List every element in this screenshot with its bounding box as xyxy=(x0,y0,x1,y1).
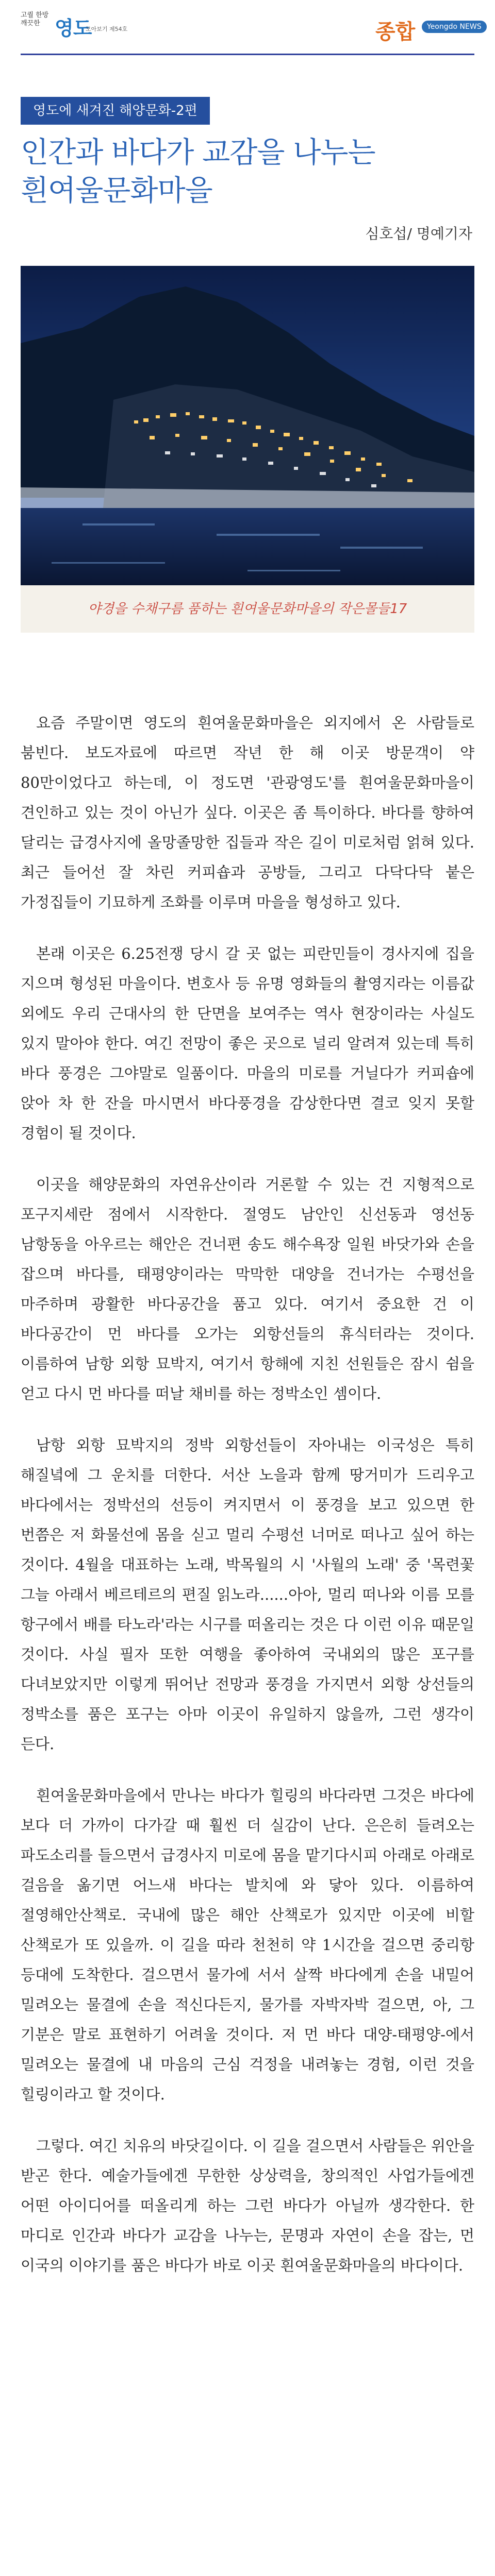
paragraph-3: 이곳을 해양문화의 자연유산이라 거론할 수 있는 건 지형적으로 포구지세란 점에서 시작한다. 절영도 남안인 신선동과 영선동 남항동을 아우르는 해안은 건너편 송도 해수욕장 일원 바닷가와 손을 잡으며 바다를, 태평양이라는 막막한 대양을 건너가는 수평선을 마주하며 광활한 바다공간을 품고 있다. 여기서 중요한 건 이 바다공간이 먼 바다를 오가는 외항선들의 휴식터라는 것이다. 이름하여 남항 외항 묘박지, 여기서 항해에 지친 선원들은 잠시 쉼을 얻고 다시 먼 바다를 떠날 채비를 하는 정박소인 셈이다. xyxy=(21,1176,474,1402)
paragraph-6: 그렇다. 여긴 치유의 바닷길이다. 이 길을 걸으면서 사람들은 위안을 받곤 한다. 예술가들에겐 무한한 상상력을, 창의적인 사업가들에겐 어떤 아이디어를 떠올리게 하는 그런 바다가 아닐까 생각한다. 한 마디로 인간과 바다가 교감을 나누는, 문명과 자연이 손을 잡는, 먼 이국의 이야기를 품은 바다가 바로 이곳 흰여울문화마을의 바다이다. xyxy=(21,2137,474,2274)
logo-wordmark: 영도 xyxy=(55,17,92,40)
paragraph-1: 요즘 주말이면 영도의 흰여울문화마을은 외지에서 온 사람들로 붐빈다. 보도자료에 따르면 작년 한 해 이곳 방문객이 약 80만이었다고 하는데, 이 정도면 '관광영도'를 흰여울문화마을이 견인하고 있는 것이 아닌가 싶다. 이곳은 좀 특이하다. 바다를 향하여 달리는 급경사지에 올망졸망한 집들과 작은 길이 미로처럼 얽혀 있다. 최근 들어선 잘 차린 커피숍과 공방들, 그리고 다닥다닥 붙은 가정집들이 기묘하게 조화를 이루며 마을을 형성하고 있다. xyxy=(21,714,474,911)
logo-tagline: 고퀄 한방 깨끗한 xyxy=(21,11,49,27)
section-label: 종합 xyxy=(375,20,416,44)
byline: 심호섭/ 명예기자 xyxy=(365,225,472,242)
logo-issue: 모아보기 제54호 xyxy=(86,26,128,32)
paragraph-5: 흰여울문화마을에서 만나는 바다가 힐링의 바다라면 그것은 바다에 보다 더 가까이 다가갈 때 훨씬 더 실감이 난다. 은은히 들려오는 파도소리를 들으면서 급경사지 미로에 몸을 맡기다시피 아래로 아래로 걸음을 옮기면 어느새 바다는 발치에 와 닿아 있다. 이름하여 절영해안산책로. 국내에 많은 해안 산책로가 있지만 이곳에 비할 산책로가 또 있을까. 이 길을 따라 천천히 약 1시간을 걸으면 중리항 등대에 도착한다. 걸으면서 물가에 서서 살짝 바다에게 손을 내밀어 밀려오는 물결에 손을 적신다든지, 물가를 자박자박 걸으면, 아, 그 기분은 말로 표현하기 어려울 것이다. 저 먼 바다 대양-태평양-에서 밀려오는 물결에 내 마음의 근심 걱정을 내려놓는 경험, 이런 것을 힐링이라고 할 것이다. xyxy=(21,1787,474,2103)
paragraph-4: 남항 외항 묘박지의 정박 외항선들이 자아내는 이국성은 특히 해질녘에 그 운치를 더한다. 서산 노을과 함께 땅거미가 드리우고 바다에서는 정박선의 선등이 켜지면서 이 풍경을 보고 있으면 한 번쯤은 저 화물선에 몸을 싣고 멀리 수평선 너머로 떠나고 싶어 하는 것이다. 4월을 대표하는 노래, 박목월의 시 '사월의 노래' 중 '목련꽃 그늘 아래서 베르테르의 편질 읽노라......아아, 멀리 떠나와 이름 모를 항구에서 배를 타노라'라는 시구를 떠올리는 것은 다 이런 이유 때문일 것이다. 사실 필자 또한 여행을 좋아하여 국내외의 많은 포구를 다녀보았지만 이렇게 뛰어난 전망과 풍경을 가지면서 외항 상선들의 정박소를 품은 포구는 아마 이곳이 유일하지 않을까, 그런 생각이 든다. xyxy=(21,1436,474,1753)
newsletter-logo[interactable] xyxy=(21,11,128,41)
article-title-line-2: 흰여울문화마을 xyxy=(21,174,212,208)
night-village-photo xyxy=(21,266,474,585)
newsletter-header xyxy=(0,0,495,52)
article-photo xyxy=(21,266,474,585)
header-divider xyxy=(21,54,474,55)
news-badge: Yeongdo NEWS xyxy=(422,21,487,33)
photo-caption: 야경을 수채구름 품하는 흰여울문화마을의 작은몰들17 xyxy=(21,585,474,633)
series-tag: 영도에 새겨진 해양문화-2편 xyxy=(21,97,210,125)
paragraph-2: 본래 이곳은 6.25전쟁 당시 갈 곳 없는 피란민들이 경사지에 집을 지으며 형성된 마을이다. 변호사 등 유명 영화들의 촬영지라는 이름값 외에도 우리 근대사의 한 단면을 보여주는 역사 현장이라는 사실도 있지 말아야 한다. 여긴 전망이 좋은 곳으로 널리 알려져 있는데 특히 바다 풍경은 그야말로 일품이다. 마을의 미로를 거닐다가 커피숍에 앉아 차 한 잔을 마시면서 바다풍경을 감상한다면 결코 잊지 못할 경험이 될 것이다. xyxy=(21,945,474,1142)
article-body xyxy=(21,708,474,2280)
article-title-line-1: 인간과 바다가 교감을 나누는 xyxy=(21,136,375,170)
